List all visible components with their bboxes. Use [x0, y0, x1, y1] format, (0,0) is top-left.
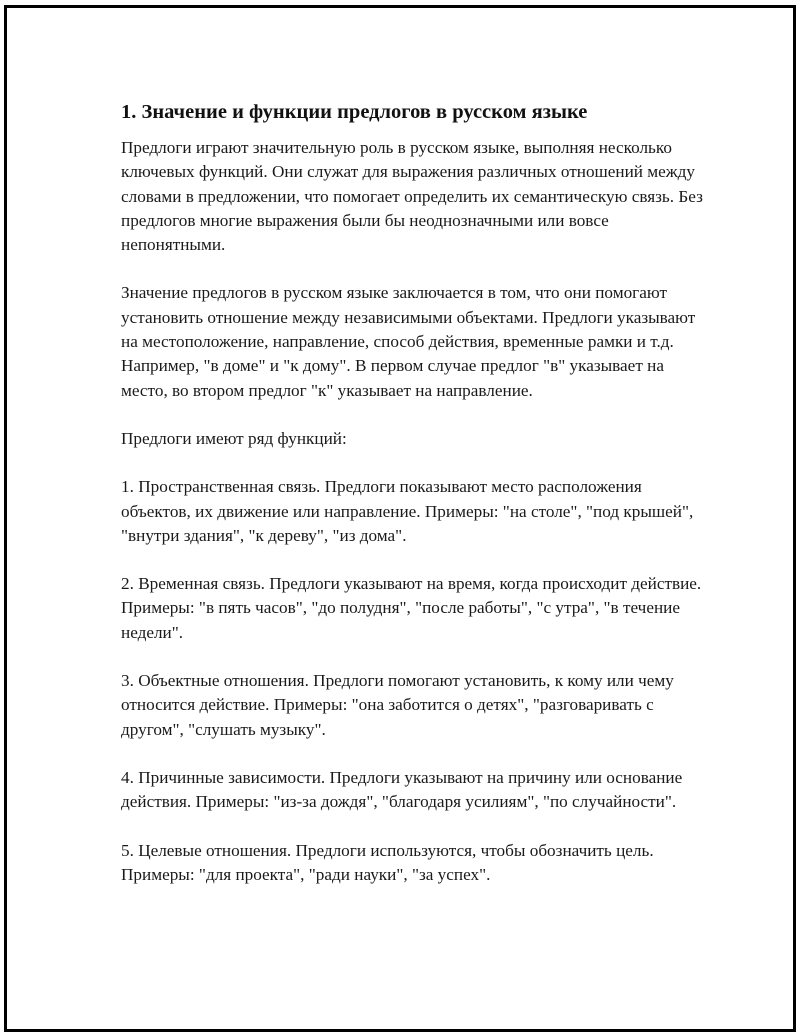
paragraph-meaning: Значение предлогов в русском языке заключается в том, что они помогают установить отношение между независимыми объектами. Предлоги указывают на местоположение, направление, способ действия, временные рамки и т.д. Например, "в доме" и "к дому". В первом случае предлог "в" указывает на место, во втором предлог "к" указывает на направление.: [121, 283, 696, 400]
spacer: [121, 403, 711, 427]
spacer: [121, 451, 711, 475]
list-item-causal: 4. Причинные зависимости. Предлоги указывают на причину или основание действия. Примеры: "из-за дождя", "благодаря усилиям", "по случайности".: [121, 767, 683, 812]
list-item-purpose: 5. Целевые отношения. Предлоги используются, чтобы обозначить цель. Примеры: "для проекта", "ради науки", "за успех".: [121, 840, 654, 884]
spacer: [121, 548, 711, 572]
list-item-object: 3. Объектные отношения. Предлоги помогают установить, к кому или чему относится действие. Примеры: "она заботится о детях", "разговаривать с другом", "слушать музыку".: [121, 671, 674, 739]
spacer: [121, 257, 711, 281]
document-title: 1. Значение и функции предлогов в русском языке: [121, 101, 588, 123]
list-item-temporal: 2. Временная связь. Предлоги указывают на время, когда происходит действие. Примеры: "в пять часов", "до полудня", "после работы", "с утра", "в течение недели".: [121, 574, 702, 642]
page-frame: [4, 5, 796, 1032]
spacer: [121, 126, 711, 136]
spacer: [121, 742, 711, 766]
paragraph-intro: Предлоги играют значительную роль в русском языке, выполняя несколько ключевых функций. Они служат для выражения различных отношений между словами в предложении, что помогает определить их семантическую связь. Без предлогов многие выражения были бы неоднозначными или вовсе непонятными.: [121, 138, 703, 255]
spacer: [121, 645, 711, 669]
document-body: [121, 98, 711, 887]
paragraph-functions-lead: Предлоги имеют ряд функций:: [121, 428, 347, 448]
spacer: [121, 815, 711, 839]
list-item-spatial: 1. Пространственная связь. Предлоги показывают место расположения объектов, их движение или направление. Примеры: "на столе", "под крышей", "внутри здания", "к дереву", "из дома".: [121, 477, 694, 545]
